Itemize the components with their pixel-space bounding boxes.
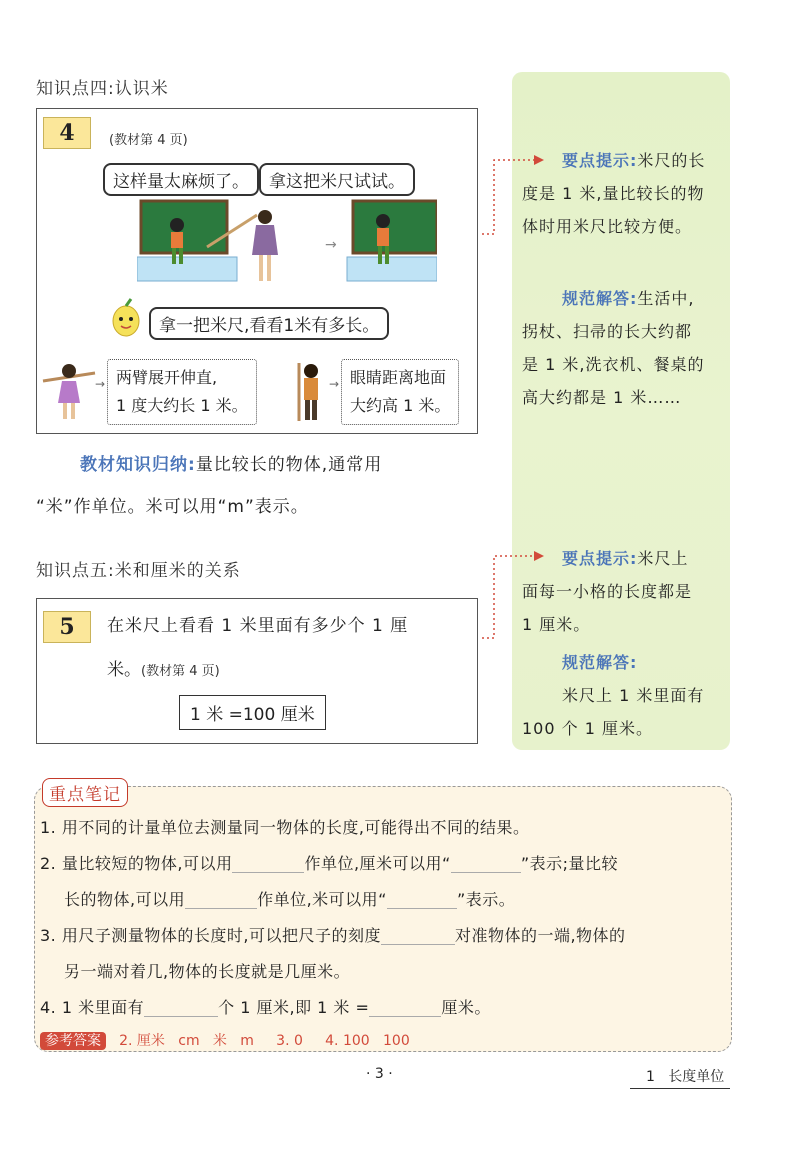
blank-7[interactable]: [369, 998, 441, 1017]
example5-number: 5: [43, 611, 91, 643]
sidebar2-ans-label: 规范解答:: [562, 653, 638, 672]
mascot-lemon-icon: [109, 297, 143, 339]
page-number: · 3 ·: [366, 1066, 393, 1082]
answer-tag: 参考答案: [40, 1032, 106, 1050]
blank-4[interactable]: [387, 890, 457, 909]
eye-height-note: [341, 359, 459, 425]
sidebar1-tip-line2: 度是 1 米,量比较长的物: [522, 184, 705, 203]
example5-question-line1: 在米尺上看看 1 米里面有多少个 1 厘: [107, 616, 409, 636]
arm-span-note: [107, 359, 257, 425]
section5-heading: 知识点五:米和厘米的关系: [36, 561, 241, 581]
sidebar2-tip-line3: 1 厘米。: [522, 615, 591, 634]
speech-bubble-3: 拿一把米尺,看看1米有多长。: [149, 307, 389, 340]
arm-span-line2: 1 度大约长 1 米。: [116, 396, 248, 415]
sidebar2-tip-line1: 米尺上: [637, 549, 689, 568]
answer-row: [40, 1030, 724, 1050]
key-notes-tag: 重点笔记: [42, 778, 128, 807]
chapter-label: 1 长度单位: [646, 1069, 725, 1085]
blank-5[interactable]: [381, 926, 455, 945]
eye-height-line1: 眼睛距离地面: [350, 368, 447, 387]
summary-text-1: 量比较长的物体,通常用: [195, 455, 383, 475]
sidebar2-tip-line2: 面每一小格的长度都是: [522, 582, 693, 601]
summary-label: 教材知识归纳:: [80, 455, 196, 475]
eye-height-line2: 大约高 1 米。: [350, 396, 451, 415]
sidebar1-ans-line3: 是 1 米,洗衣机、餐桌的: [522, 355, 705, 374]
sidebar1-ans-line2: 拐杖、扫帚的长大约都: [522, 322, 693, 341]
sidebar1-tip-label: 要点提示:: [562, 151, 638, 170]
example5-answer-box: 1 米 =100 厘米: [179, 695, 326, 730]
sidebar2-ans-line1: 米尺上 1 米里面有: [562, 686, 705, 705]
sidebar1-tip-line3: 体时用米尺比较方便。: [522, 217, 693, 236]
example5-ref: (教材第 4 页): [141, 664, 220, 679]
sidebar1-answer: [522, 282, 728, 414]
speech-bubble-2: 拿这把米尺试试。: [259, 163, 415, 196]
summary-text-2: “米”作单位。米可以用“m”表示。: [36, 497, 309, 517]
sidebar1-ans-line1: 生活中,: [637, 289, 695, 308]
blank-1[interactable]: [232, 854, 304, 873]
answer-text: 2. 厘米 cm 米 m 3. 0 4. 100 100: [119, 1033, 410, 1049]
section4-heading: 知识点四:认识米: [36, 79, 169, 99]
sidebar2-answer: [522, 646, 728, 745]
sidebar2-tip: [522, 542, 728, 641]
example5-box: [36, 598, 478, 744]
note-line-5: 另一端对着几,物体的长度就是几厘米。: [64, 962, 351, 981]
sidebar1-tip-line1: 米尺的长: [637, 151, 706, 170]
sidebar1-ans-label: 规范解答:: [562, 289, 638, 308]
sidebar2-ans-line2: 100 个 1 厘米。: [522, 719, 653, 738]
blank-3[interactable]: [185, 890, 257, 909]
note-line-4: 3. 用尺子测量物体的长度时,可以把尺子的刻度 对准物体的一端,物体的: [40, 926, 626, 945]
blank-2[interactable]: [451, 854, 521, 873]
example4-number: 4: [43, 117, 91, 149]
boy-with-stick-icon: [293, 359, 327, 423]
example5-question-line2: 米。: [107, 660, 141, 680]
note-line-2: 2. 量比较短的物体,可以用 作单位,厘米可以用“ ”表示;量比较: [40, 854, 619, 873]
notes-content: [40, 810, 724, 1050]
sidebar2-tip-label: 要点提示:: [562, 549, 638, 568]
example4-ref: (教材第 4 页): [109, 133, 188, 148]
girl-arms-spread-icon: [41, 359, 97, 423]
blank-6[interactable]: [144, 998, 218, 1017]
arm-span-line1: 两臂展开伸直,: [116, 368, 218, 387]
note-line-3: 长的物体,可以用 作单位,米可以用“ ”表示。: [64, 890, 516, 909]
measuring-illustration: [137, 195, 437, 287]
example4-box: 4 (教材第 4 页) 这样量太麻烦了。 拿这把米尺试试。 → 拿一把米尺,看看1米有多长。 → 两臂展开伸直, 1 度大约长 1 米。 → 眼睛距离地面 大约高 1 米。: [36, 108, 478, 434]
speech-bubble-1: 这样量太麻烦了。: [103, 163, 259, 196]
sidebar1-tip: [522, 144, 728, 243]
footer-rule: [630, 1088, 730, 1089]
svg-text:→: →: [325, 237, 337, 253]
sidebar1-ans-line4: 高大约都是 1 米……: [522, 388, 682, 407]
knowledge-summary: [80, 446, 480, 484]
note-line-6: 4. 1 米里面有 个 1 厘米,即 1 米 = 厘米。: [40, 998, 491, 1017]
note-line-1: 1. 用不同的计量单位去测量同一物体的长度,可能得出不同的结果。: [40, 818, 530, 837]
